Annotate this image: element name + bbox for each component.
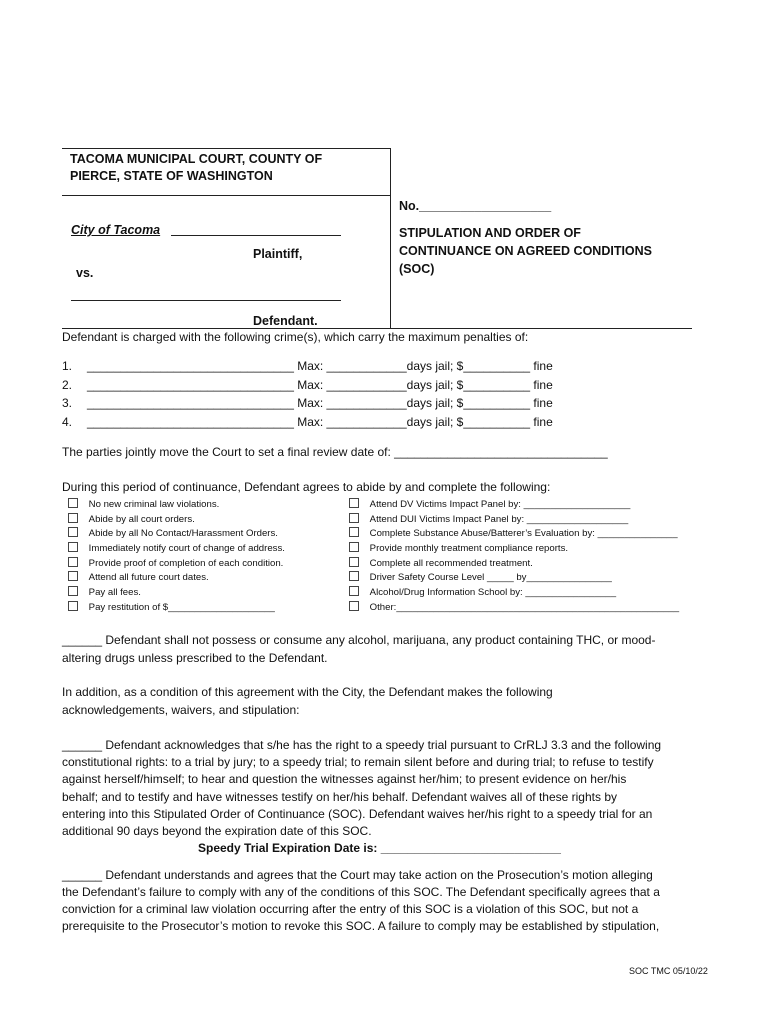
document-title-line3: (SOC) [399,262,435,276]
condition-left-item[interactable] [68,601,275,613]
checkbox-icon[interactable] [349,586,359,596]
form-code-footer: SOC TMC 05/10/22 [629,966,708,976]
condition-label: Attend DUI Victims Impact Panel by: ___________________ [369,514,629,525]
checkbox-icon[interactable] [349,513,359,523]
checkbox-icon[interactable] [349,557,359,567]
condition-left-item[interactable] [68,498,219,510]
defendant-label: Defendant. [253,314,318,328]
speedy-trial-expiration-date[interactable]: Speedy Trial Expiration Date is: ___________________________ [198,841,561,855]
caption-bottom-rule [62,328,692,329]
speedy-trial-line5: entering into this Stipulated Order of Continuance (SOC). Defendant waives her/his right to a speedy trial for an [62,807,653,821]
checkbox-icon[interactable] [68,542,78,552]
checkbox-icon[interactable] [349,527,359,537]
checkbox-icon[interactable] [349,571,359,581]
charge-row[interactable]: _______________________________ Max: ____________days jail; $__________ fine [87,378,553,392]
checkbox-icon[interactable] [68,498,78,508]
charge-row[interactable]: _______________________________ Max: ____________days jail; $__________ fine [87,415,553,429]
charge-number: 1. [62,359,73,373]
checkbox-icon[interactable] [68,557,78,567]
condition-left-item[interactable] [68,571,209,583]
condition-label: Abide by all No Contact/Harassment Orders. [88,528,278,539]
alcohol-clause-line1[interactable]: ______ Defendant shall not possess or consume any alcohol, marijuana, any product containing THC, or mood- [62,633,656,647]
condition-left-item[interactable] [68,542,285,554]
condition-right-item[interactable] [349,513,628,525]
plaintiff-name: City of Tacoma [71,223,161,237]
condition-left-item[interactable] [68,557,283,569]
plaintiff-underline [171,235,341,236]
condition-label: Driver Safety Course Level _____ by________________ [369,572,612,583]
condition-left-item[interactable] [68,513,195,525]
speedy-trial-line3: against herself/himself; to hear and question the witnesses against her/him; to present evidence on her/his [62,772,627,786]
caption-divider [390,148,391,328]
checkbox-icon[interactable] [349,542,359,552]
condition-label: Provide proof of completion of each condition. [88,558,284,569]
checkbox-icon[interactable] [68,527,78,537]
alcohol-clause-line2: altering drugs unless prescribed to the Defendant. [62,651,328,665]
condition-label: Pay restitution of $____________________ [88,602,275,613]
condition-left-item[interactable] [68,527,278,539]
condition-label: No new criminal law violations. [88,499,220,510]
charge-number: 3. [62,396,73,410]
understand-clause-line2: the Defendant’s failure to comply with any of the conditions of this SOC. The Defendant specifically agrees that a [62,885,660,899]
checkbox-icon[interactable] [68,586,78,596]
charge-row[interactable]: _______________________________ Max: ____________days jail; $__________ fine [87,396,553,410]
condition-left-item[interactable] [68,586,141,598]
speedy-trial-line4: behalf; and to testify and have witnesses testify on her/his behalf. Defendant waives all of these rights by [62,790,617,804]
speedy-trial-line1[interactable]: ______ Defendant acknowledges that s/he has the right to a speedy trial pursuant to CrRLJ 3.3 and the following [62,738,662,752]
case-number[interactable]: No.___________________ [399,199,552,213]
checkbox-icon[interactable] [68,601,78,611]
condition-label: Pay all fees. [88,587,141,598]
understand-clause-line3: conviction for a criminal law violation occurring after the entry of this SOC is a violation of this SOC, but not a [62,902,639,916]
condition-label: Attend DV Victims Impact Panel by: ____________________ [369,499,631,510]
understand-clause-line1[interactable]: ______ Defendant understands and agrees that the Court may take action on the Prosecution’s motion alleging [62,868,653,882]
speedy-trial-line2: constitutional rights: to a trial by jury; to a speedy trial; to remain silent before and during trial; to refuse to testify [62,755,654,769]
condition-label: Complete all recommended treatment. [369,558,533,569]
conditions-intro: During this period of continuance, Defendant agrees to abide by and complete the following: [62,480,551,494]
plaintiff-label: Plaintiff, [253,247,303,261]
condition-label: Immediately notify court of change of address. [88,543,285,554]
condition-right-item[interactable] [349,542,568,554]
condition-right-item[interactable] [349,571,612,583]
court-name-line2: PIERCE, STATE OF WASHINGTON [70,169,273,183]
review-date-line[interactable]: The parties jointly move the Court to set a final review date of: ________________________________ [62,445,608,459]
defendant-name-line[interactable] [71,300,341,301]
condition-right-item[interactable] [349,557,533,569]
charge-row[interactable]: _______________________________ Max: ____________days jail; $__________ fine [87,359,553,373]
document-title-line1: STIPULATION AND ORDER OF [399,226,581,240]
checkbox-icon[interactable] [349,498,359,508]
charge-number: 2. [62,378,73,392]
condition-right-item[interactable] [349,527,678,539]
condition-right-item[interactable] [349,498,630,510]
checkbox-icon[interactable] [68,513,78,523]
checkbox-icon[interactable] [68,571,78,581]
charges-intro: Defendant is charged with the following crime(s), which carry the maximum penalties of: [62,330,529,344]
condition-label: Complete Substance Abuse/Batterer’s Evaluation by: _______________ [369,528,678,539]
condition-label: Abide by all court orders. [88,514,195,525]
addition-line2: acknowledgements, waivers, and stipulation: [62,703,300,717]
versus-label: vs. [76,266,94,280]
condition-label: Provide monthly treatment compliance reports. [369,543,569,554]
checkbox-icon[interactable] [349,601,359,611]
speedy-trial-line6: additional 90 days beyond the expiration date of this SOC. [62,824,372,838]
condition-label: Alcohol/Drug Information School by: _________________ [369,587,617,598]
condition-right-item[interactable] [349,601,679,613]
understand-clause-line4: prerequisite to the Prosecutor’s motion to revoke this SOC. A failure to comply may be established by stipulation, [62,919,660,933]
condition-right-item[interactable] [349,586,616,598]
charge-number: 4. [62,415,73,429]
addition-line1: In addition, as a condition of this agreement with the City, the Defendant makes the following [62,685,553,699]
condition-label: Other:_____________________________________________________ [369,602,680,613]
condition-label: Attend all future court dates. [88,572,209,583]
document-title-line2: CONTINUANCE ON AGREED CONDITIONS [399,244,653,258]
court-name-line1: TACOMA MUNICIPAL COURT, COUNTY OF [70,152,323,166]
